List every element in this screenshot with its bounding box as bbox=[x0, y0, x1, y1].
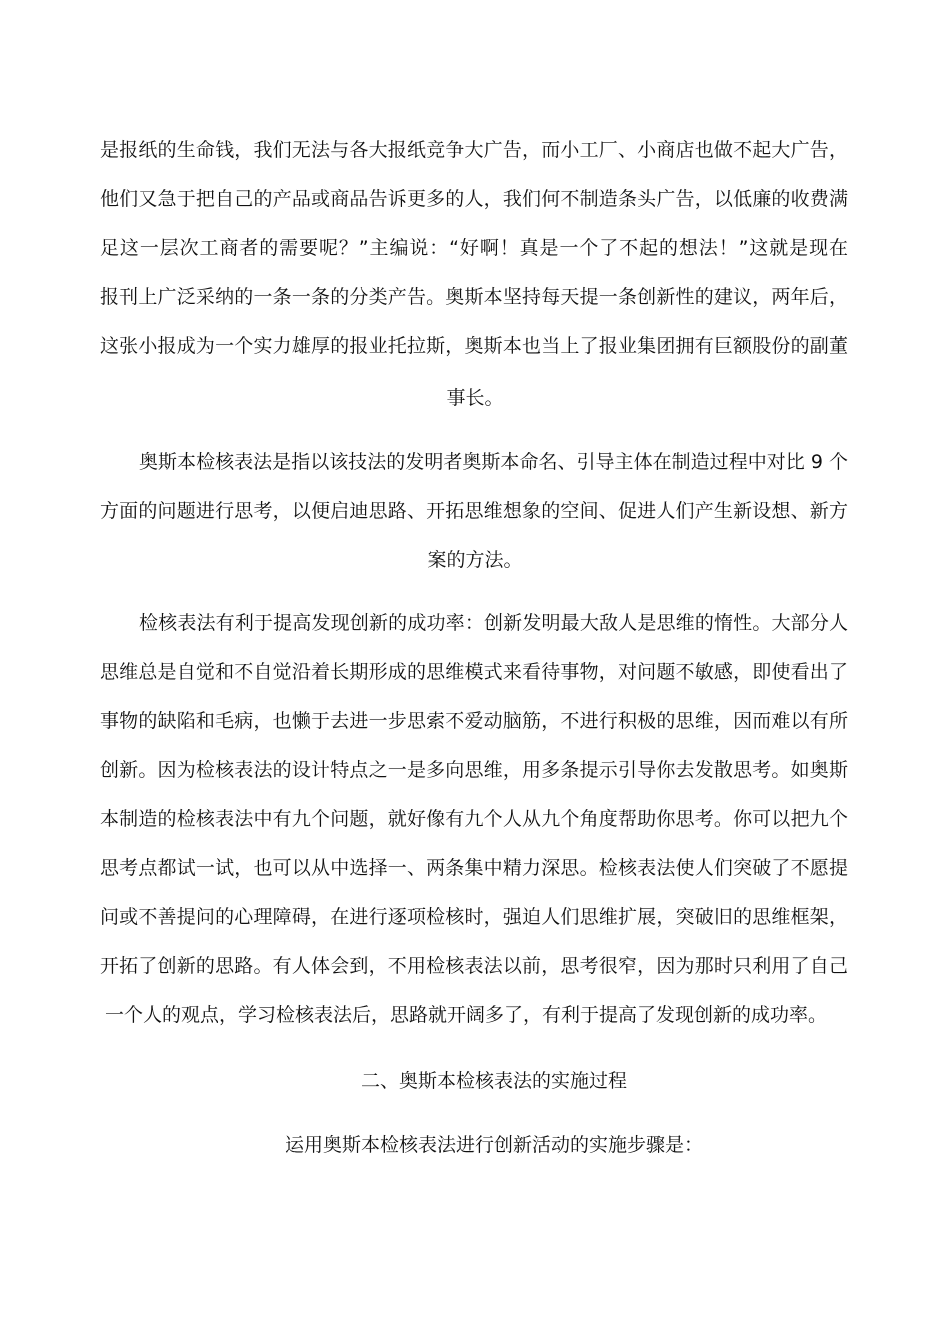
paragraph-3-line-2: 思维总是自觉和不自觉沿着长期形成的思维模式来看待事物，对问题不敏感，即使看出了 bbox=[100, 661, 848, 683]
paragraph-1-line-2: 他们又急于把自己的产品或商品告诉更多的人，我们何不制造条头广告，以低廉的收费满 bbox=[100, 188, 848, 210]
paragraph-2-line-2: 方面的问题进行思考，以便启迪思路、开拓思维想象的空间、促进人们产生新设想、新方 bbox=[100, 500, 848, 522]
paragraph-3-line-8: 开拓了创新的思路。有人体会到，不用检核表法以前，思考很窄，因为那时只利用了自己 bbox=[100, 955, 848, 977]
paragraph-2-line-3: 案的方法。 bbox=[427, 549, 523, 571]
intro-line: 运用奥斯本检核表法进行创新活动的实施步骤是： bbox=[284, 1134, 703, 1156]
paragraph-3-line-1: 检核表法有利于提高发现创新的成功率：创新发明最大敌人是思维的惰性。大部分人 bbox=[139, 612, 848, 634]
paragraph-3-line-5: 本制造的检核表法中有九个问题，就好像有九个人从九个角度帮助你思考。你可以把九个 bbox=[100, 808, 848, 830]
paragraph-1-line-5: 这张小报成为一个实力雄厚的报业托拉斯，奥斯本也当上了报业集团拥有巨额股份的副董 bbox=[100, 335, 848, 357]
paragraph-1-line-4: 报刊上广泛采纳的一条一条的分类产告。奥斯本坚持每天提一条创新性的建议，两年后， bbox=[100, 286, 848, 308]
paragraph-2-line-1: 奥斯本检核表法是指以该技法的发明者奥斯本命名、引导主体在制造过程中对比 9 个 bbox=[139, 451, 848, 473]
section-heading: 二、奥斯本检核表法的实施过程 bbox=[360, 1070, 627, 1092]
paragraph-3-line-9: 一个人的观点，学习检核表法后，思路就开阔多了，有利于提高了发现创新的成功率。 bbox=[105, 1004, 828, 1026]
paragraph-3-line-6: 思考点都试一试，也可以从中选择一、两条集中精力深思。检核表法使人们突破了不愿提 bbox=[100, 857, 848, 879]
paragraph-1-line-3: 足这一层次工商者的需要呢？”主编说：“好啊！真是一个了不起的想法！”这就是现在 bbox=[100, 237, 848, 259]
paragraph-3-line-3: 事物的缺陷和毛病，也懒于去进一步思索不爱动脑筋，不进行积极的思维，因而难以有所 bbox=[100, 710, 848, 732]
paragraph-3-line-7: 问或不善提问的心理障碍，在进行逐项检核时，强迫人们思维扩展，突破旧的思维框架， bbox=[100, 906, 848, 928]
paragraph-1-line-6: 事长。 bbox=[446, 387, 504, 409]
paragraph-3-line-4: 创新。因为检核表法的设计特点之一是多向思维，用多条提示引导你去发散思考。如奥斯 bbox=[100, 759, 848, 781]
paragraph-1-line-1: 是报纸的生命钱，我们无法与各大报纸竞争大广告，而小工厂、小商店也做不起大广告， bbox=[100, 139, 848, 161]
